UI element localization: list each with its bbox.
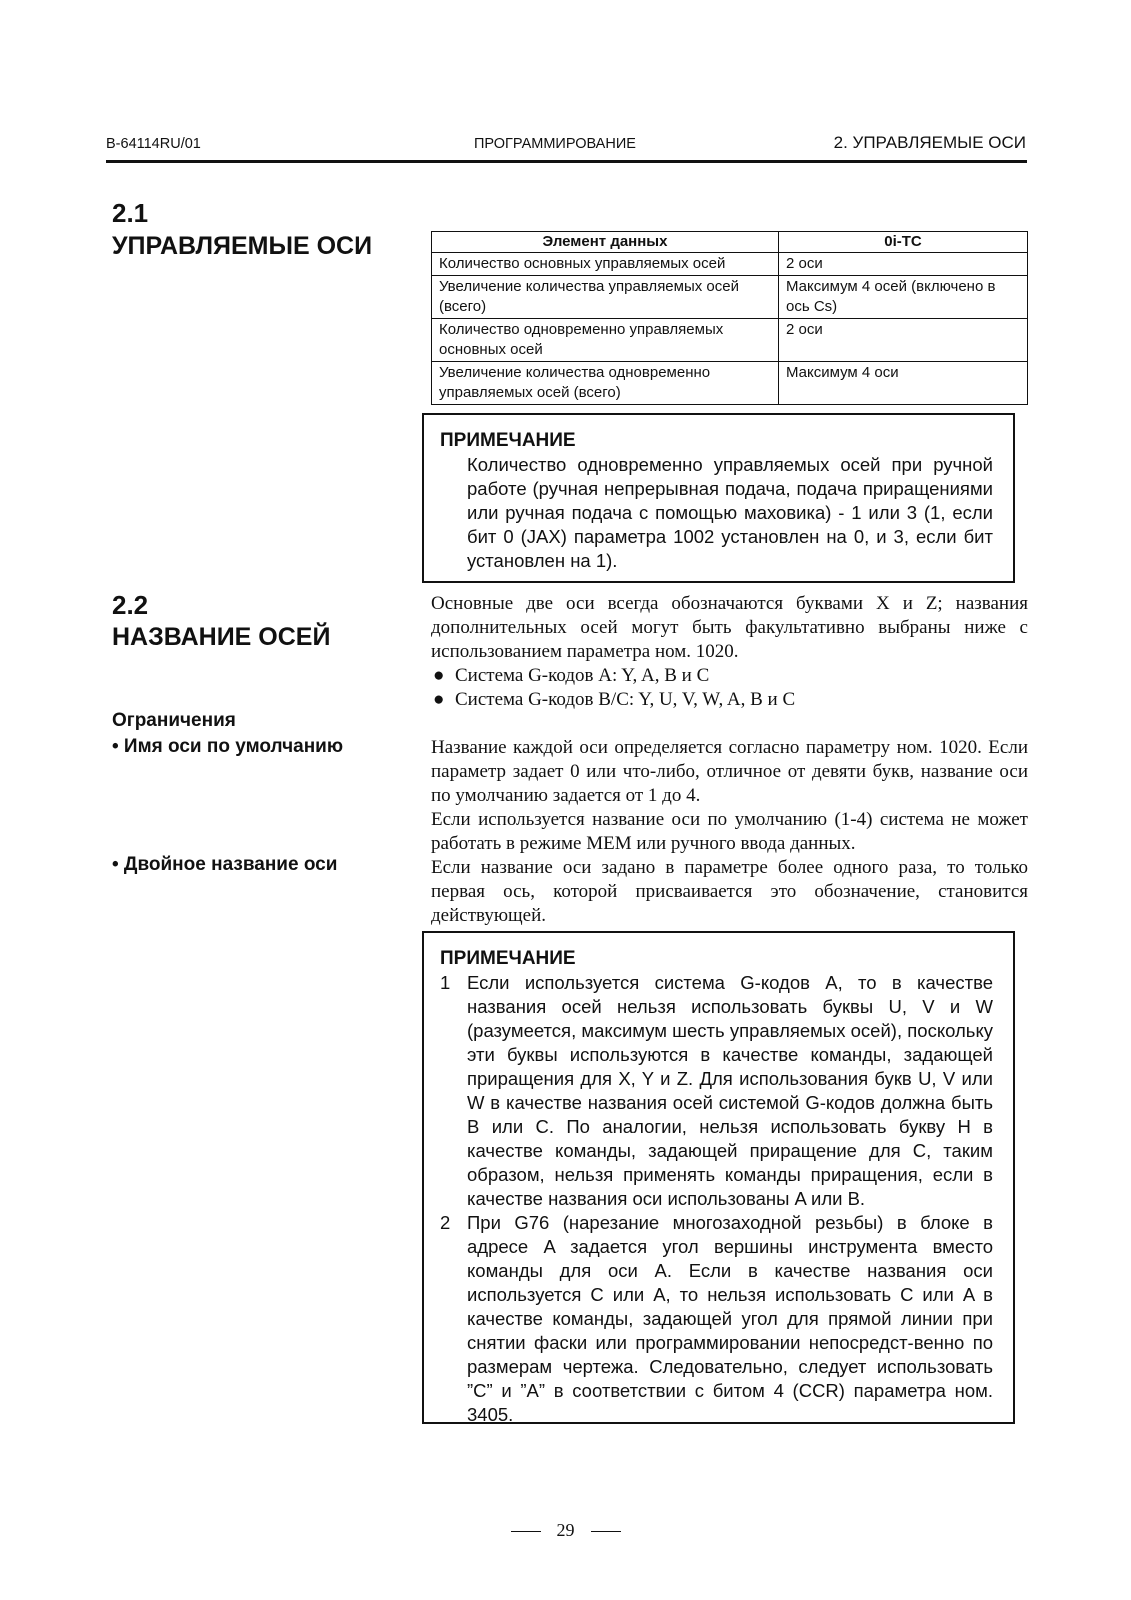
default-name-paragraph-1: Название каждой оси определяется согласно параметру ном. 1020. Если параметр задает 0 или что-либо, отличное от девяти букв, название оси по умолчанию задается от 1 до 4.	[431, 737, 1028, 806]
bullet-icon: ●	[433, 665, 445, 686]
footer-dash-right	[591, 1531, 621, 1532]
section-1-number: 2.1	[112, 198, 149, 228]
list-item-text: Система G-кодов A: Y, A, B и C	[455, 665, 710, 686]
note-box-2	[422, 931, 1015, 1424]
document-id: B-64114RU/01	[106, 136, 201, 152]
section-2-title: НАЗВАНИЕ ОСЕЙ	[112, 623, 331, 651]
section-2-number: 2.2	[112, 590, 149, 620]
duplicate-name-text: Если название оси задано в параметре более одного раза, то только первая ось, которой присваивается это обозначение, становится действующей.	[431, 857, 1028, 926]
page-number: 29	[556, 1520, 575, 1540]
restrictions-heading: Ограничения	[112, 710, 236, 731]
table-header-item: Элемент данных	[432, 232, 779, 253]
footer-dash-left	[511, 1531, 541, 1532]
duplicate-name-label: • Двойное название оси	[112, 854, 338, 875]
note-1-heading: ПРИМЕЧАНИЕ	[440, 430, 576, 451]
table-header-value: 0i-TC	[779, 232, 1028, 253]
section-1-title: УПРАВЛЯЕМЫЕ ОСИ	[112, 232, 373, 260]
table-cell: 2 оси	[779, 253, 1028, 276]
list-item-text: Система G-кодов B/C: Y, U, V, W, A, B и C	[455, 689, 796, 710]
header-center-title: ПРОГРАММИРОВАНИЕ	[474, 136, 636, 152]
bullet-icon: ●	[433, 689, 445, 710]
table-cell: Максимум 4 оси	[779, 362, 1028, 405]
note-1-text: Количество одновременно управляемых осей при ручной работе (ручная непрерывная подача, подача приращениями или ручная подача с помощью маховика) - 1 или 3 (1, если бит 0 (JAX) параметра 1002 установлен на 0, и 3, если бит установлен на 1).	[467, 454, 993, 571]
list-item	[431, 688, 1028, 712]
note-item-number: 1	[440, 972, 451, 993]
spec-table	[431, 231, 1028, 405]
default-name-paragraph-2: Если используется название оси по умолчанию (1-4) система не может работать в режиме MEM или ручного ввода данных.	[431, 809, 1028, 854]
table-row	[432, 253, 1028, 276]
note-item	[440, 1211, 993, 1427]
table-cell: 2 оси	[779, 319, 1028, 362]
note-item-text: Если используется система G-кодов A, то в качестве названия осей нельзя использовать буквы U, V и W (разумеется, максимум шесть управляемых осей), поскольку эти буквы используются в качестве команды, задающей приращения для X, Y и Z. Для использования букв U, V или W в качестве названия осей системой G-кодов должна быть B или C. По аналогии, нельзя использовать букву H в качестве команды, задающей приращение для C, таким образом, нельзя применять команды приращения, если в качестве названия оси использованы A или B.	[467, 972, 993, 1209]
table-row	[432, 362, 1028, 405]
table-row	[432, 319, 1028, 362]
table-row	[432, 276, 1028, 319]
list-item	[431, 664, 1028, 688]
axis-name-list	[431, 664, 1028, 712]
note-item-text: При G76 (нарезание многозаходной резьбы) в блоке в адресе A задается угол вершины инструмента вместо команды для оси A. Если в качестве названия оси используется C или A, то нельзя использовать C или A в качестве команды, задающей угол для прямой линии при снятии фаски или программировании непосредст-венно по размерам чертежа. Следовательно, следует использовать ”C” и ”A” в соответствии с битом 4 (CCR) параметра ном. 3405.	[467, 1212, 993, 1425]
table-cell: Увеличение количества одновременно управляемых осей (всего)	[432, 362, 779, 405]
default-name-label: • Имя оси по умолчанию	[112, 736, 344, 757]
default-name-text	[431, 736, 1028, 856]
page-footer	[0, 1520, 1131, 1541]
header-rule	[106, 160, 1027, 163]
table-cell: Увеличение количества управляемых осей (всего)	[432, 276, 779, 319]
table-cell: Количество основных управляемых осей	[432, 253, 779, 276]
note-box-1	[422, 413, 1015, 583]
note-item	[440, 971, 993, 1211]
table-cell: Максимум 4 осей (включено в ось Cs)	[779, 276, 1028, 319]
table-header-row	[432, 232, 1028, 253]
section-2-intro: Основные две оси всегда обозначаются буквами X и Z; названия дополнительных осей могут быть факультативно выбраны ниже с использованием параметра ном. 1020.	[431, 593, 1028, 662]
header-chapter-title: 2. УПРАВЛЯЕМЫЕ ОСИ	[833, 133, 1026, 152]
note-2-heading: ПРИМЕЧАНИЕ	[440, 948, 576, 969]
table-cell: Количество одновременно управляемых основных осей	[432, 319, 779, 362]
note-item-number: 2	[440, 1212, 451, 1233]
